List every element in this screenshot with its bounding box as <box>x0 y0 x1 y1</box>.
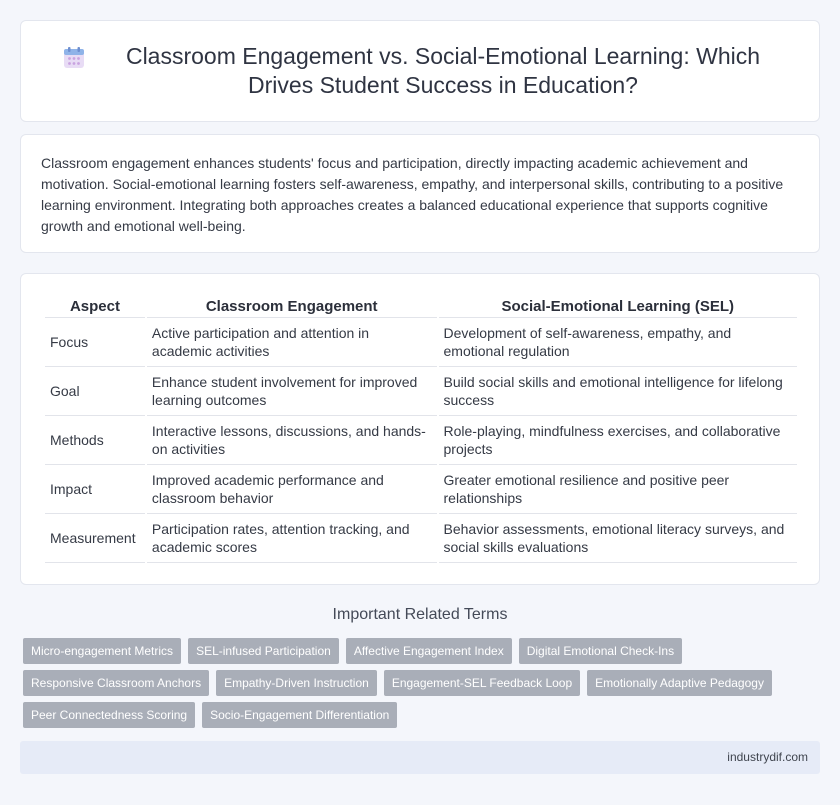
header-classroom-engagement: Classroom Engagement <box>147 294 437 318</box>
row-engagement: Participation rates, attention tracking, and academic scores <box>147 514 437 563</box>
comparison-table-card <box>20 273 820 585</box>
table-row <box>45 416 797 465</box>
row-sel: Build social skills and emotional intelligence for lifelong success <box>439 367 798 416</box>
row-aspect: Goal <box>45 367 145 416</box>
row-sel: Behavior assessments, emotional literacy surveys, and social skills evaluations <box>439 514 798 563</box>
header-sel: Social-Emotional Learning (SEL) <box>439 294 798 318</box>
intro-card <box>20 134 820 253</box>
row-engagement: Interactive lessons, discussions, and hands-on activities <box>147 416 437 465</box>
row-sel: Development of self-awareness, empathy, and emotional regulation <box>439 318 798 367</box>
table-row <box>45 318 797 367</box>
table-row <box>45 514 797 563</box>
footer-bar <box>20 741 820 774</box>
table-header-row <box>45 294 797 318</box>
row-aspect: Methods <box>45 416 145 465</box>
table-row <box>45 465 797 514</box>
related-term-tag[interactable]: Engagement-SEL Feedback Loop <box>384 670 580 696</box>
related-terms-heading: Important Related Terms <box>332 606 508 623</box>
row-aspect: Impact <box>45 465 145 514</box>
related-term-tag[interactable]: Socio-Engagement Differentiation <box>202 702 397 728</box>
comparison-table <box>43 294 799 563</box>
title-card <box>20 20 820 122</box>
row-engagement: Active participation and attention in academic activities <box>147 318 437 367</box>
row-sel: Role-playing, mindfulness exercises, and collaborative projects <box>439 416 798 465</box>
table-row <box>45 367 797 416</box>
header-aspect: Aspect <box>45 294 145 318</box>
related-term-tag[interactable]: Emotionally Adaptive Pedagogy <box>587 670 772 696</box>
row-engagement: Improved academic performance and classroom behavior <box>147 465 437 514</box>
page-title: Classroom Engagement vs. Social-Emotional Learning: Which Drives Student Success in Education? <box>125 43 761 98</box>
related-term-tag[interactable]: Affective Engagement Index <box>346 638 512 664</box>
related-terms-list <box>23 638 813 728</box>
row-engagement: Enhance student involvement for improved learning outcomes <box>147 367 437 416</box>
related-term-tag[interactable]: Micro-engagement Metrics <box>23 638 181 664</box>
related-term-tag[interactable]: Empathy-Driven Instruction <box>216 670 377 696</box>
related-term-tag[interactable]: Responsive Classroom Anchors <box>23 670 209 696</box>
intro-paragraph: Classroom engagement enhances students' focus and participation, directly impacting academic achievement and motivation. Social-emotional learning fosters self-awareness, empathy, and interpersonal skills, contributing to a positive learning environment. Integrating both approaches creates a balanced educational experience that supports cognitive growth and emotional well-being. <box>41 155 784 234</box>
row-aspect: Measurement <box>45 514 145 563</box>
related-term-tag[interactable]: SEL-infused Participation <box>188 638 339 664</box>
row-aspect: Focus <box>45 318 145 367</box>
related-term-tag[interactable]: Digital Emotional Check-Ins <box>519 638 682 664</box>
calendar-icon <box>61 45 87 71</box>
related-term-tag[interactable]: Peer Connectedness Scoring <box>23 702 195 728</box>
footer-site-link[interactable]: industrydif.com <box>727 750 808 764</box>
row-sel: Greater emotional resilience and positive peer relationships <box>439 465 798 514</box>
